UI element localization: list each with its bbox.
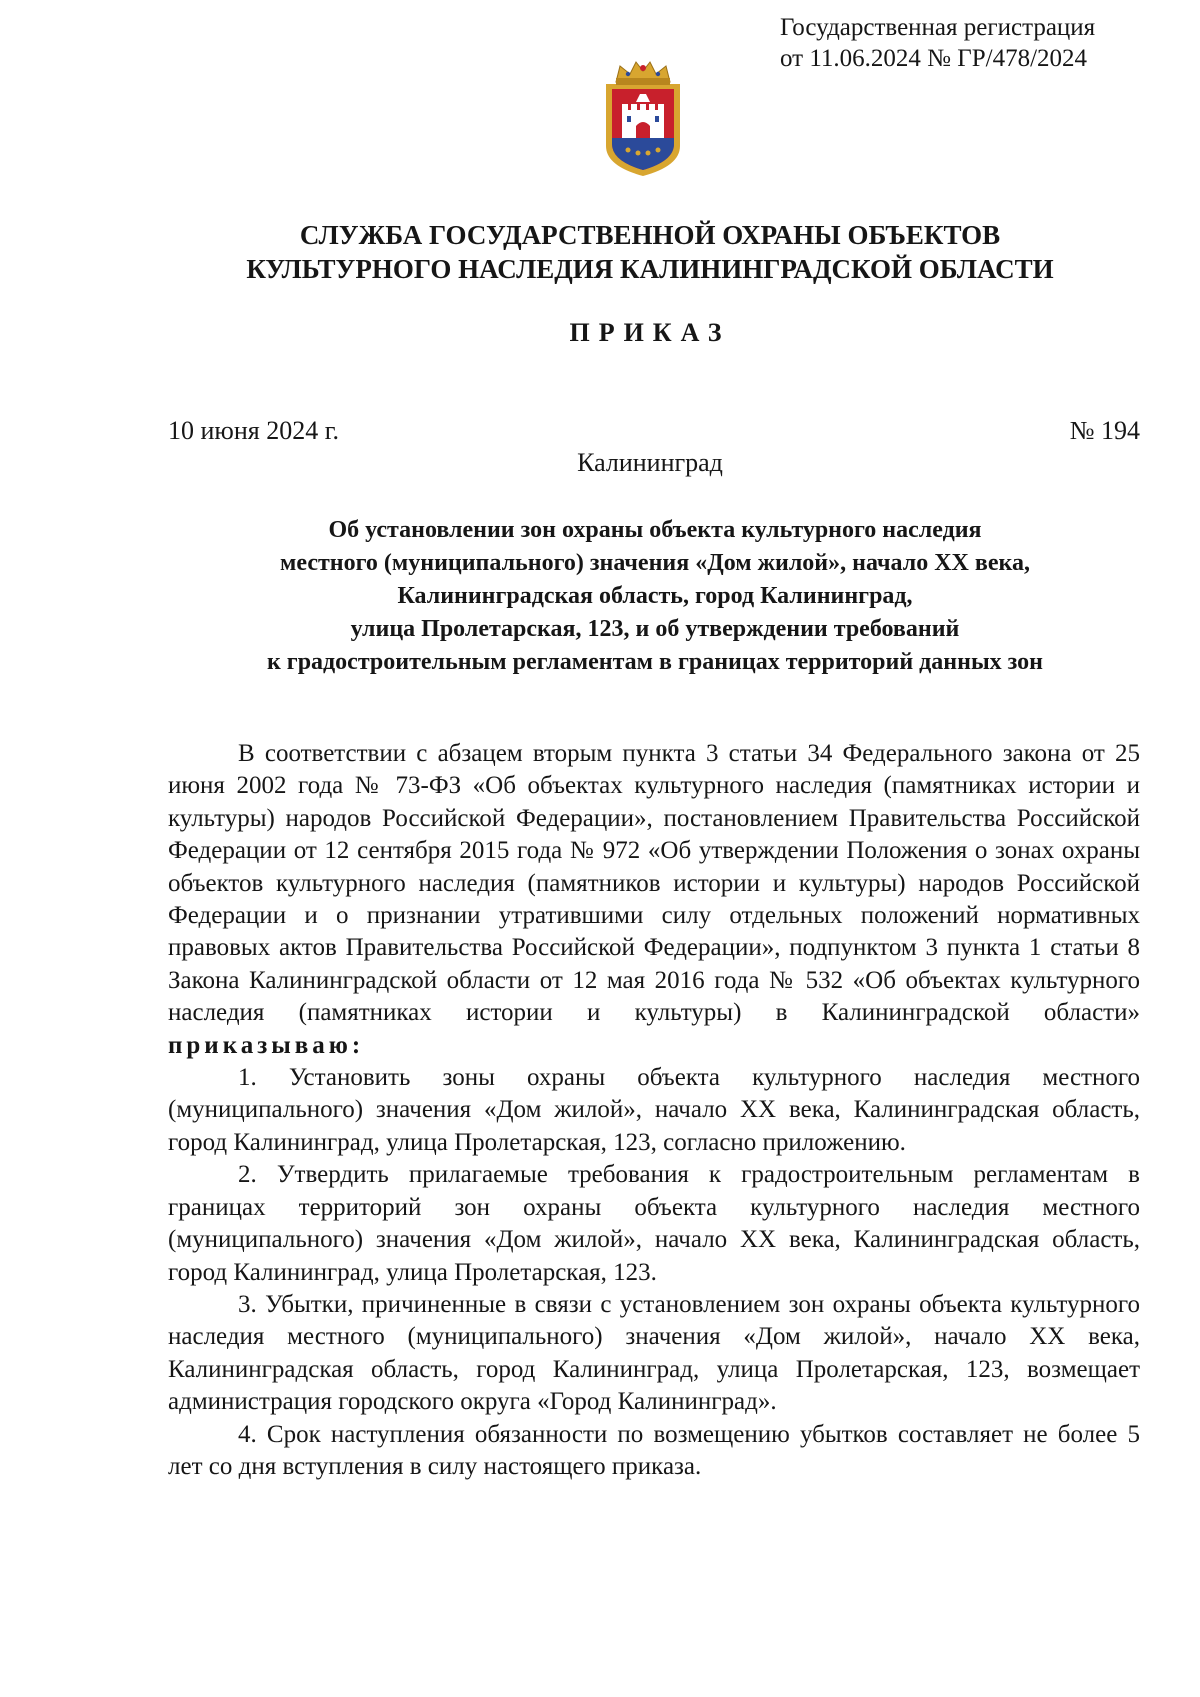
subject-line-2: местного (муниципального) значения «Дом жилой», начало XX века, <box>280 550 1030 576</box>
body-item-2: 2. Утвердить прилагаемые требования к градостроительным регламентам в границах территорий зон охраны объекта культурного наследия местного (муниципального) значения «Дом жилой», начало XX века, Калининградская область, город Калининград, улица Пролетарская, 123. <box>168 1161 1140 1286</box>
preamble-text: В соответствии с абзацем вторым пункта 3 статьи 34 Федерального закона от 25 июня 2002 года № 73-ФЗ «Об объектах культурного наследия (памятниках истории и культуры) народов Российской Федерации», постановлением Правительства Российской Федерации от 12 сентября 2015 года № 972 «Об утверждении Положения о зонах охраны объектов культурного наследия (памятников истории и культуры) народов Российской Федерации и о признании утратившими силу отдельных положений нормативных правовых актов Правительства Российской Федерации», подпунктом 3 пункта 1 статьи 8 Закона Калининградской области от 12 мая 2016 года № 532 «Об объектах культурного наследия (памятниках истории и культуры) в Калининградской области» <box>168 740 1140 1027</box>
subject-line-5: к градостроительным регламентам в границах территорий данных зон <box>266 649 1044 675</box>
order-city: Калининград <box>577 448 723 477</box>
order-number: № 194 <box>1069 416 1140 445</box>
order-date: 10 июня 2024 г. <box>168 416 339 445</box>
body-item-1: 1. Установить зоны охраны объекта культурного наследия местного (муниципального) значения «Дом жилой», начало XX века, Калининградская область, город Калининград, улица Пролетарская, 123, согласно приложению. <box>168 1064 1140 1156</box>
organization-title-line-2: КУЛЬТУРНОГО НАСЛЕДИЯ КАЛИНИНГРАДСКОЙ ОБЛАСТИ <box>246 254 1054 284</box>
registration-line-2: от 11.06.2024 № ГР/478/2024 <box>780 45 1088 72</box>
document-type-title: ПРИКАЗ <box>569 318 731 347</box>
subject-line-4: улица Пролетарская, 123, и об утверждении требований <box>350 616 960 642</box>
order-body <box>168 738 1140 1483</box>
organization-title <box>100 218 1200 286</box>
subject-line-3: Калининградская область, город Калининград, <box>397 583 913 609</box>
subject-line-1: Об установлении зон охраны объекта культурного наследия <box>328 517 982 543</box>
state-registration-stamp <box>780 12 1180 74</box>
organization-title-line-1: СЛУЖБА ГОСУДАРСТВЕННОЙ ОХРАНЫ ОБЪЕКТОВ <box>299 220 1001 250</box>
body-preamble <box>168 738 1140 1062</box>
kaliningrad-coat-of-arms-icon <box>600 58 686 178</box>
decree-word: приказываю: <box>168 1031 365 1059</box>
body-item-4: 4. Срок наступления обязанности по возмещению убытков составляет не более 5 лет со дня вступления в силу настоящего приказа. <box>168 1420 1140 1480</box>
order-subject <box>170 514 1140 679</box>
registration-line-1: Государственная регистрация <box>780 14 1096 41</box>
body-item-3: 3. Убытки, причиненные в связи с установлением зон охраны объекта культурного наследия местного (муниципального) значения «Дом жилой», начало XX века, Калининградская область, город Калининград, улица Пролетарская, 123, возмещает администрация городского округа «Город Калининград». <box>168 1290 1140 1416</box>
